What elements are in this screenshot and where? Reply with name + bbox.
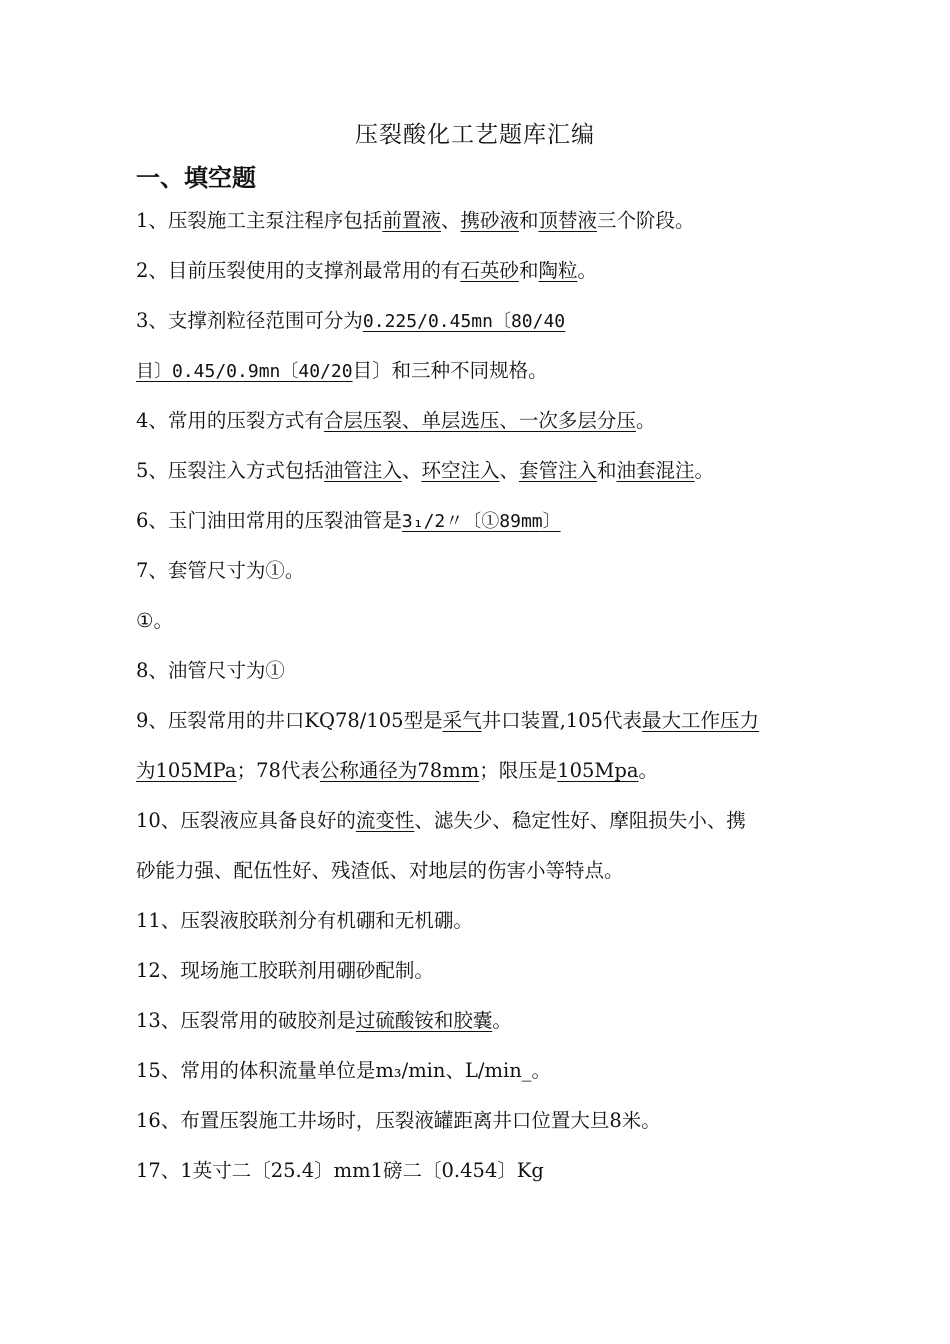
question-text: 15、常用的体积流量单位是m₃/min、L/min_。 <box>136 1059 552 1082</box>
question-text: 10、压裂液应具备良好的 <box>136 809 356 832</box>
question-10-continued <box>136 857 624 885</box>
question-text: 井口装置,105代表 <box>481 709 643 732</box>
question-4 <box>136 407 655 435</box>
question-12 <box>136 957 434 985</box>
question-13 <box>136 1007 512 1035</box>
question-text: 目〕和三种不同规格。 <box>352 359 548 382</box>
question-text: 4、常用的压裂方式有 <box>136 409 324 432</box>
answer-blank: 油管注入 <box>323 459 402 482</box>
question-text: 13、压裂常用的破胶剂是 <box>136 1009 356 1032</box>
question-text: ；78代表 <box>236 759 320 782</box>
answer-blank: 过硫酸铵和胶囊 <box>355 1009 493 1032</box>
question-text: ①。 <box>136 609 173 632</box>
answer-blank: 油套混注 <box>616 459 695 482</box>
question-text: 、 <box>499 459 519 482</box>
question-text: 砂能力强、配伍性好、残渣低、对地层的伤害小等特点。 <box>136 859 624 882</box>
answer-blank: 合层压裂、单层选压、一次多层分压 <box>323 409 636 432</box>
question-3-continued <box>136 357 548 386</box>
section-heading: 一、填空题 <box>136 164 256 192</box>
question-text: 和 <box>518 259 539 282</box>
answer-blank: 陶粒 <box>538 259 578 282</box>
question-text: 和 <box>518 209 539 232</box>
question-text: 。 <box>577 259 597 282</box>
question-text: 。 <box>638 759 659 782</box>
question-text: 6、玉门油田常用的压裂油管是 <box>136 509 402 532</box>
question-text: 。 <box>694 459 715 482</box>
question-text: 。 <box>492 1009 512 1032</box>
question-2 <box>136 257 597 285</box>
question-5 <box>136 457 714 485</box>
question-9-continued <box>136 757 658 785</box>
answer-blank: 流变性 <box>355 809 415 832</box>
question-text: 2、目前压裂使用的支撑剂最常用的有 <box>136 259 461 282</box>
question-16 <box>136 1107 661 1135</box>
answer-blank: 3₁/2〃〔①89mm〕 <box>401 511 561 532</box>
question-text: 7、套管尺寸为①。 <box>136 559 305 582</box>
question-text: 11、压裂液胶联剂分有机硼和无机硼。 <box>136 909 473 932</box>
answer-blank: 0.225/0.45mn〔80/40 <box>362 311 566 332</box>
question-8 <box>136 657 285 685</box>
question-7 <box>136 557 304 585</box>
question-text: 5、压裂注入方式包括 <box>136 459 324 482</box>
answer-blank: 目〕0.45/0.9mn〔40/20 <box>136 361 353 382</box>
question-text: 、 <box>440 209 461 232</box>
question-3 <box>136 307 565 336</box>
question-1 <box>136 207 695 235</box>
question-17 <box>136 1157 544 1185</box>
question-10 <box>136 807 746 835</box>
question-text: 12、现场施工胶联剂用硼砂配制。 <box>136 959 434 982</box>
question-11 <box>136 907 473 935</box>
question-text: 、 <box>401 459 422 482</box>
answer-blank: 前置液 <box>382 209 441 232</box>
answer-blank: 石英砂 <box>460 259 519 282</box>
answer-blank: 顶替液 <box>538 209 597 232</box>
question-7-continued <box>136 607 173 635</box>
answer-blank: 105Mpa <box>557 759 639 782</box>
question-9 <box>136 707 759 735</box>
question-text: 17、1英寸二〔25.4〕mm1磅二〔0.454〕Kg <box>136 1159 544 1182</box>
question-text: 9、压裂常用的井口KQ78/105型是 <box>136 709 443 732</box>
question-text: 1、压裂施工主泵注程序包括 <box>136 209 383 232</box>
answer-blank: 环空注入 <box>421 459 500 482</box>
answer-blank: 公称通径为78mm <box>319 759 480 782</box>
question-text: 和 <box>597 459 617 482</box>
question-15 <box>136 1057 551 1085</box>
answer-blank: 携砂液 <box>460 209 519 232</box>
document-title: 压裂酸化工艺题库汇编 <box>355 122 595 148</box>
question-text: 8、油管尺寸为① <box>136 659 285 682</box>
question-6 <box>136 507 561 536</box>
answer-blank: 采气 <box>442 709 482 732</box>
question-text: ；限压是 <box>479 759 558 782</box>
answer-blank: 最大工作压力 <box>642 709 760 732</box>
question-text: 3、支撑剂粒径范围可分为 <box>136 309 363 332</box>
question-text: 。 <box>635 409 656 432</box>
answer-blank: 套管注入 <box>518 459 597 482</box>
question-text: 、滤失少、稳定性好、摩阻损失小、携 <box>414 809 746 832</box>
question-text: 16、布置压裂施工井场时，压裂液罐距离井口位置大旦8米。 <box>136 1109 661 1132</box>
question-text: 三个阶段。 <box>597 209 695 232</box>
answer-blank: 为105MPa <box>136 759 237 782</box>
